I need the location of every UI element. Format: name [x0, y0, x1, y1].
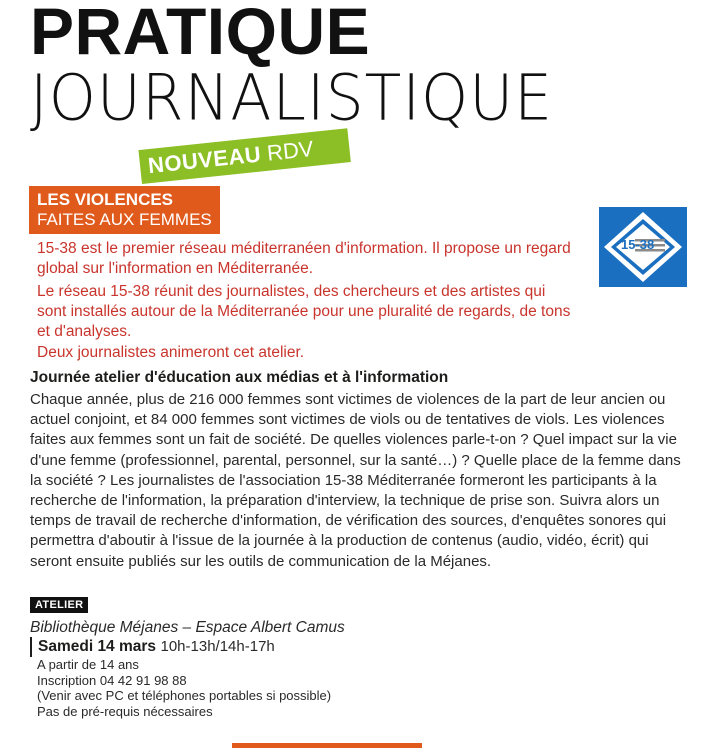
intro-paragraph-2: Le réseau 15-38 réunit des journalistes, des chercheurs et des artistes qui sont installés autour de la Méditerranée pour une pluralité de regards, de tons et d'analyses. [37, 283, 571, 340]
topic-tag-line2: FAITES AUX FEMMES [37, 210, 212, 229]
logo-15-38-graphic [599, 207, 687, 287]
logo-15-38 [599, 207, 687, 287]
topic-tag-line1: LES VIOLENCES [37, 190, 174, 209]
section-subheading: Journée atelier d'éducation aux médias et à l'information [30, 369, 449, 386]
event-date: Samedi 14 mars [38, 638, 157, 655]
event-type-label: ATELIER [30, 597, 88, 613]
event-date-line [30, 637, 275, 657]
new-event-badge [138, 128, 350, 184]
event-venue: Bibliothèque Méjanes – Espace Albert Camus [30, 619, 345, 636]
event-detail-item: Pas de pré-requis nécessaires [37, 703, 213, 719]
page-title-line2: JOURNALISTIQUE [30, 61, 554, 136]
badge-light-text: RDV [265, 135, 315, 166]
bottom-accent-bar [232, 743, 422, 748]
logo-text: 15-38 [621, 237, 655, 252]
page-title-line1: PRATIQUE [30, 0, 371, 68]
intro-paragraph-1: 15-38 est le premier réseau méditerranéen d'information. Il propose un regard global sur l'information en Méditerranée. [37, 240, 571, 277]
body-paragraph: Chaque année, plus de 216 000 femmes sont victimes de violences de la part de leur ancien ou actuel conjoint, et 84 000 femmes sont victimes de viols ou de tentatives de viols. Les violences faites aux femmes sont un fait de société. De quelles violences parle-t-on ? Quel impact sur la vie d'une femme (professionnel, parental, personnel, sur la santé…) ? Quelle place de la femme dans la société ? Les journalistes de l'association 15-38 Méditerranée formeront les participants à la recherche de l'information, la préparation d'interview, la technique de prise son. Suivra alors un temps de travail de recherche d'information, de vérification des sources, d'enquêtes sonores qui permettra d'aboutir à l'issue de la journée à la production de contenus (audio, vidéo, écrit) qui seront ensuite publiés sur les outils de communication de la Méjanes. [30, 391, 681, 570]
badge-bold-text: NOUVEAU [146, 141, 263, 179]
event-details [37, 657, 331, 719]
event-detail-item: Inscription 04 42 91 98 88 [37, 672, 187, 688]
intro-paragraph-3: Deux journalistes animeront cet atelier. [37, 344, 305, 361]
event-hours: 10h-13h/14h-17h [160, 638, 275, 655]
topic-tag [29, 186, 220, 234]
event-detail-item: (Venir avec PC et téléphones portables si possible) [37, 688, 332, 703]
event-detail-item: A partir de 14 ans [37, 657, 139, 672]
